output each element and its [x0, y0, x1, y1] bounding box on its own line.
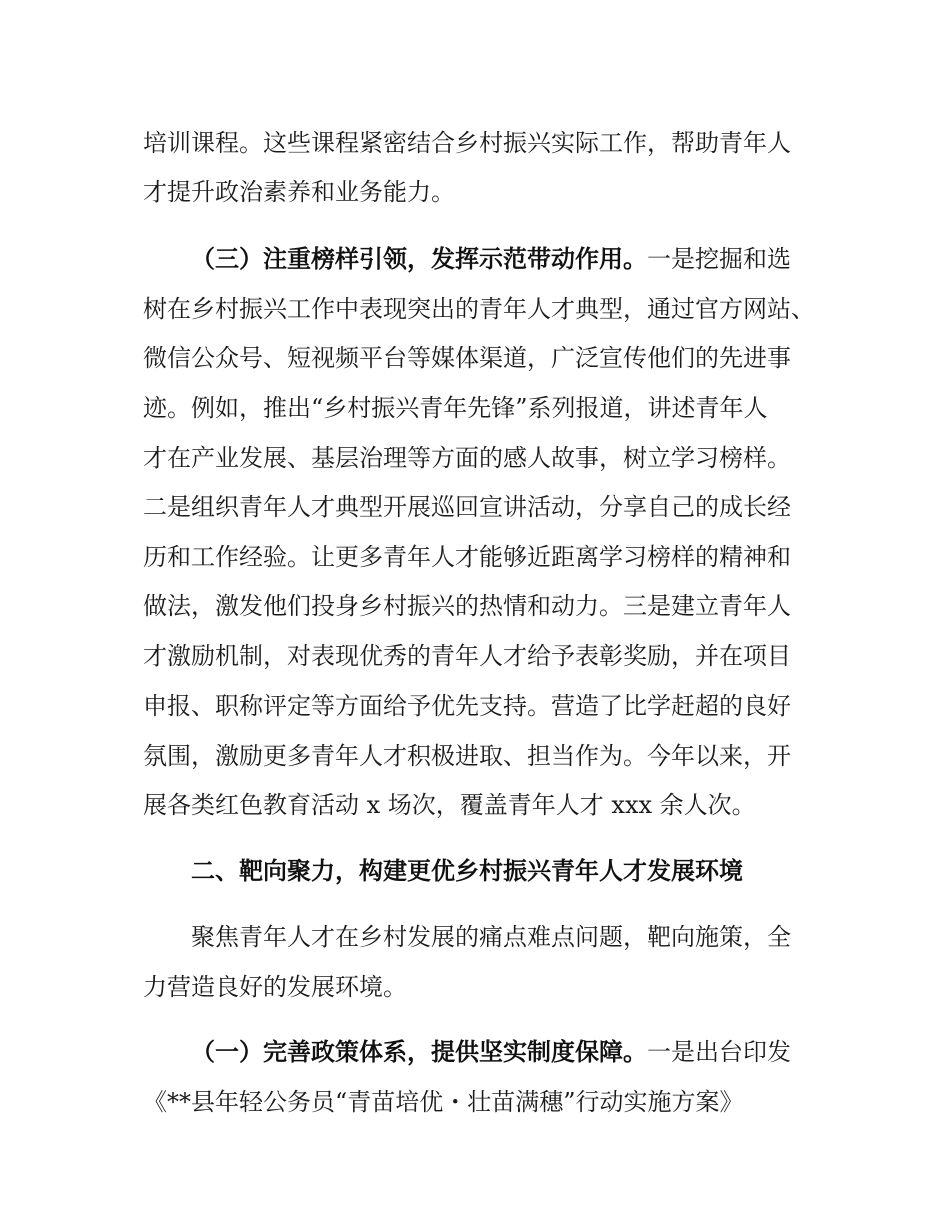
paragraph-line: 二是组织青年人才典型开展巡回宣讲活动，分享自己的成长经 — [143, 493, 791, 521]
paragraph-line: 才提升政治素养和业务能力。 — [143, 178, 455, 206]
paragraph-text: 一是挖掘和选 — [647, 245, 791, 273]
paragraph-line: 聚焦青年人才在乡村发展的痛点难点问题，靶向施策，全 — [191, 923, 791, 951]
paragraph-line: 树在乡村振兴工作中表现突出的青年人才典型，通过官方网站、 — [143, 295, 815, 323]
paragraph-line: 培训课程。这些课程紧密结合乡村振兴实际工作，帮助青年人 — [143, 129, 791, 157]
paragraph-text: 一是出台印发 — [647, 1038, 791, 1066]
paragraph-line: 氛围，激励更多青年人才积极进取、担当作为。今年以来，开 — [143, 742, 791, 770]
paragraph-line: 展各类红色教育活动 x 场次，覆盖青年人才 xxx 余人次。 — [143, 791, 756, 819]
paragraph-line: 《**县年轻公务员“青苗培优・壮苗满穗”行动实施方案》 — [143, 1088, 744, 1116]
paragraph-line: 才在产业发展、基层治理等方面的感人故事，树立学习榜样。 — [143, 444, 791, 472]
paragraph-heading: （三）注重榜样引领，发挥示范带动作用。 — [191, 245, 647, 273]
paragraph-heading: （一）完善政策体系，提供坚实制度保障。 — [191, 1038, 647, 1066]
paragraph-first-line — [191, 1037, 791, 1067]
section-heading: 二、靶向聚力，构建更优乡村振兴青年人才发展环境 — [191, 857, 743, 885]
paragraph-line: 申报、职称评定等方面给予优先支持。营造了比学赶超的良好 — [143, 692, 791, 720]
paragraph-line: 力营造良好的发展环境。 — [143, 973, 407, 1001]
paragraph-line: 才激励机制，对表现优秀的青年人才给予表彰奖励，并在项目 — [143, 642, 791, 670]
paragraph-first-line — [191, 244, 791, 274]
paragraph-line: 微信公众号、短视频平台等媒体渠道，广泛宣传他们的先进事 — [143, 344, 791, 372]
paragraph-line: 历和工作经验。让更多青年人才能够近距离学习榜样的精神和 — [143, 543, 791, 571]
paragraph-line: 迹。例如，推出“乡村振兴青年先锋”系列报道，讲述青年人 — [143, 394, 768, 422]
paragraph-line: 做法，激发他们投身乡村振兴的热情和动力。三是建立青年人 — [143, 592, 791, 620]
